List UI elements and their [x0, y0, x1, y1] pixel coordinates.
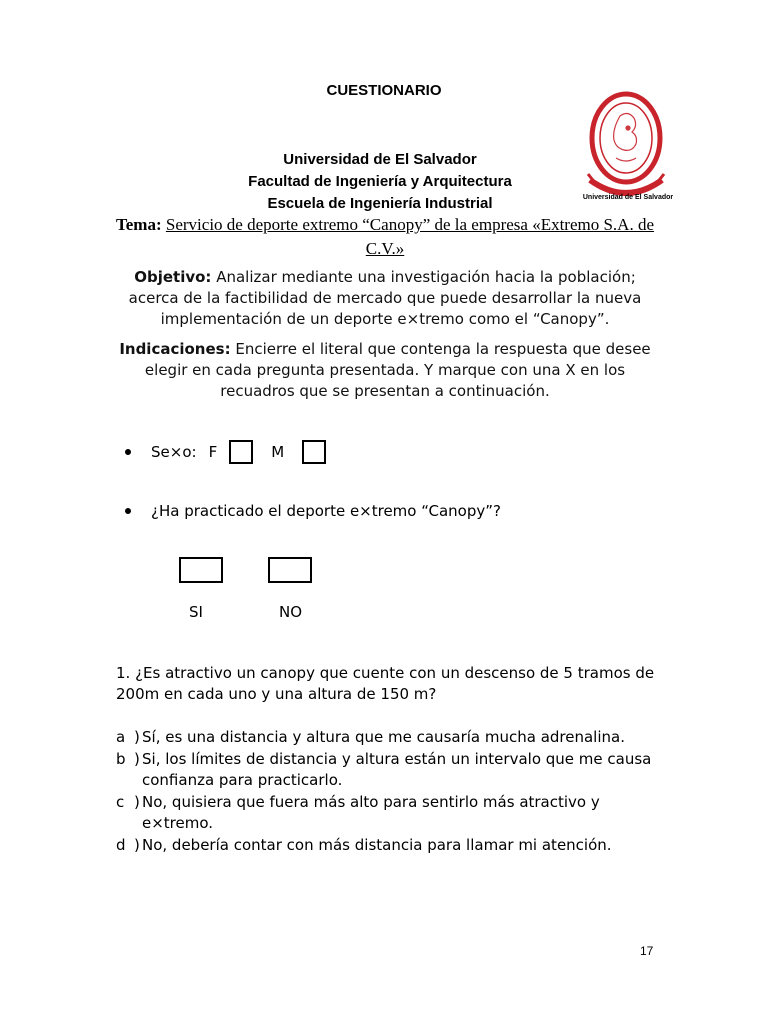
no-checkbox[interactable]: [268, 557, 312, 583]
bullet-icon: [125, 508, 131, 514]
option-b[interactable]: b ) Si, los límites de distancia y altura están un intervalo que me causa confianza para practicarlo.: [116, 749, 661, 792]
objective-text: Analizar mediante una investigación hacia la población; acerca de la factibilidad de mercado que puede desarrollar la nueva implementación de un deporte e×tremo como el “Canopy”.: [128, 268, 642, 328]
question-1-options: [116, 727, 661, 856]
sex-label: Se×o:: [151, 443, 197, 461]
canopy-question: [125, 502, 501, 520]
option-a[interactable]: a ) Sí, es una distancia y altura que me causaría mucha adrenalina.: [116, 727, 661, 749]
instructions-text: Encierre el literal que contenga la respuesta que desee elegir en cada pregunta presentada. Y marque con una X en los recuadros que se presentan a continuación.: [144, 340, 651, 400]
objective-paragraph: [110, 267, 660, 330]
instructions-label: Indicaciones:: [119, 340, 231, 358]
male-checkbox[interactable]: [302, 440, 326, 464]
female-checkbox[interactable]: [229, 440, 253, 464]
option-text: Si, los límites de distancia y altura están un intervalo que me causa confianza para practicarlo.: [142, 749, 652, 789]
option-letter: d: [116, 835, 126, 854]
document-title: CUESTIONARIO: [326, 82, 442, 99]
topic-value: Servicio de deporte extremo “Canopy” de la empresa «Extremo S.A. de C.V.»: [165, 215, 655, 258]
option-c[interactable]: c ) No, quisiera que fuera más alto para sentirlo más atractivo y e×tremo.: [116, 792, 661, 835]
male-label: M: [271, 443, 285, 461]
university-seal-logo: [584, 88, 668, 206]
institution-header: [200, 149, 560, 215]
option-letter: b: [116, 749, 126, 768]
university-name: Universidad de El Salvador: [283, 151, 477, 168]
bullet-icon: [125, 449, 131, 455]
no-label: NO: [279, 603, 303, 621]
option-text: No, debería contar con más distancia para llamar mi atención.: [142, 835, 612, 854]
topic-label: Tema:: [115, 215, 162, 234]
school-name: Escuela de Ingeniería Industrial: [267, 195, 493, 212]
topic-line: [100, 213, 670, 261]
option-letter: a: [116, 728, 126, 746]
canopy-question-text: ¿Ha practicado el deporte e×tremo “Canopy”?: [151, 502, 501, 520]
female-label: F: [208, 443, 218, 461]
option-letter: c: [116, 792, 125, 811]
objective-label: Objetivo:: [134, 268, 212, 286]
question-1-text: 1. ¿Es atractivo un canopy que cuente con un descenso de 5 tramos de 200m en cada uno y una altura de 150 m?: [116, 664, 655, 703]
faculty-name: Facultad de Ingeniería y Arquitectura: [248, 173, 512, 190]
instructions-paragraph: [110, 339, 660, 402]
option-text: Sí, es una distancia y altura que me causaría mucha adrenalina.: [142, 728, 625, 746]
yes-checkbox[interactable]: [179, 557, 223, 583]
yes-label: SI: [189, 603, 203, 621]
option-d[interactable]: d ) No, debería contar con más distancia para llamar mi atención.: [116, 835, 661, 857]
page-number: 17: [640, 944, 654, 958]
logo-caption: Universidad de El Salvador: [582, 194, 674, 201]
option-text: No, quisiera que fuera más alto para sentirlo más atractivo y e×tremo.: [142, 792, 600, 832]
sex-question: [125, 440, 326, 464]
